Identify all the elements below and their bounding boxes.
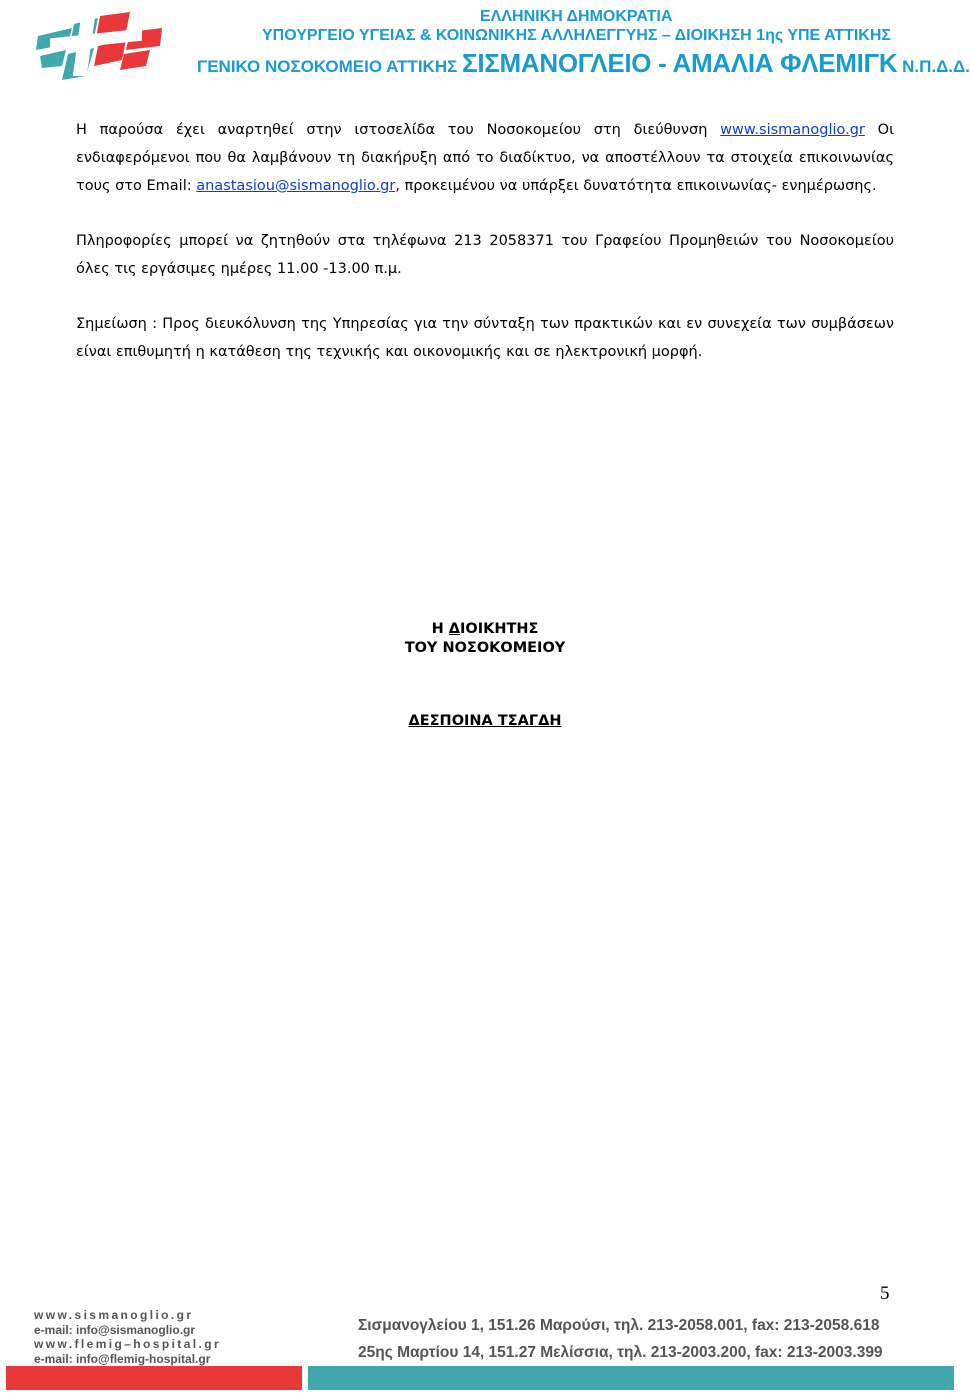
footer-contacts <box>34 1308 221 1366</box>
footer-email-1[interactable]: e-mail: info@sismanoglio.gr <box>34 1322 196 1337</box>
footer-bar-red <box>6 1366 302 1390</box>
footer-email-2[interactable]: e-mail: info@flemig-hospital.gr <box>34 1351 211 1366</box>
email-link[interactable]: anastasiou@sismanoglio.gr <box>196 178 396 194</box>
signature-title-line2: ΤΟΥ ΝΟΣΟΚΟΜΕΙΟΥ <box>404 640 566 656</box>
footer-addresses <box>358 1312 883 1366</box>
header-country: ΕΛΛΗΝΙΚΗ ΔΗΜΟΚΡΑΤΙΑ <box>480 8 673 25</box>
footer-website-2[interactable]: www.flemig–hospital.gr <box>34 1337 222 1351</box>
footer-bar-teal <box>308 1366 954 1390</box>
paragraph-posting-text-a: Η παρούσα έχει αναρτηθεί στην ιστοσελίδα του Νοσοκομείου στη διεύθυνση <box>76 122 721 138</box>
header-hospital-name: ΣΙΣΜΑΝΟΓΛΕΙΟ - ΑΜΑΛΙΑ ΦΛΕΜΙΓΚ <box>462 48 898 78</box>
signature-title-a: Η <box>431 621 449 637</box>
signature-title-c: ΙΟΙΚΗΤΗΣ <box>460 621 539 637</box>
header-hospital <box>197 48 970 79</box>
signature-name-c: Δ <box>538 713 550 729</box>
signature-title-line1 <box>0 620 970 639</box>
signature-name-a: Δ <box>408 713 420 729</box>
signature-title <box>0 620 970 658</box>
signature-name-b: ΕΣΠΟΙΝΑ ΤΣΑΓ <box>419 713 539 729</box>
signature-title-b: Δ <box>448 621 460 637</box>
footer-website-1[interactable]: www.sismanoglio.gr <box>34 1308 194 1322</box>
header-hospital-suffix: Ν.Π.Δ.Δ. <box>897 57 970 76</box>
paragraph-note: Σημείωση : Προς διευκόλυνση της Υπηρεσίας για την σύνταξη των πρακτικών και εν συνεχεία των συμβάσεων είναι επιθυμητή η κατάθεση της τεχνικής και οικονομικής και σε ηλεκτρονική μορφή. <box>76 316 894 360</box>
page-number: 5 <box>880 1283 890 1304</box>
letterhead <box>0 0 970 90</box>
header-ministry: ΥΠΟΥΡΓΕΙΟ ΥΓΕΙΑΣ & ΚΟΙΝΩΝΙΚΗΣ ΑΛΛΗΛΕΓΓΥΗΣ – ΔΙΟΙΚΗΣΗ 1ης ΥΠΕ ΑΤΤΙΚΗΣ <box>262 27 891 44</box>
footer-address-1: Σισμανογλείου 1, 151.26 Μαρούσι, τηλ. 213-2058.001, fax: 213-2058.618 <box>358 1317 880 1334</box>
paragraph-posting <box>76 116 894 200</box>
footer-address-2: 25ης Μαρτίου 14, 151.27 Μελίσσια, τηλ. 213-2003.200, fax: 213-2003.399 <box>358 1344 883 1361</box>
paragraph-info: Πληροφορίες μπορεί να ζητηθούν στα τηλέφωνα 213 2058371 του Γραφείου Προμηθειών του Νοσοκομείου όλες τις εργάσιμες ημέρες 11.00 -13.00 π.μ. <box>76 233 894 277</box>
website-link[interactable]: www.sismanoglio.gr <box>720 122 865 138</box>
paragraph-posting-text-b: Οι ενδιαφερόμενοι που θα λαμβάνουν τη διακήρυξη από το διαδίκτυο, να αποστέλλουν τα στοιχεία επικοινωνίας τους στο Email: <box>76 122 894 194</box>
paragraph-posting-text-c: , προκειμένου να υπάρξει δυνατότητα επικοινωνίας- ενημέρωσης. <box>395 178 877 194</box>
document-body <box>76 116 894 366</box>
signature-name-d: Η <box>549 713 562 729</box>
header-hospital-prefix: ΓΕΝΙΚΟ ΝΟΣΟΚΟΜΕΙΟ ΑΤΤΙΚΗΣ <box>197 57 463 76</box>
hospital-cross-logo-icon <box>34 10 166 80</box>
signature-name <box>0 712 970 731</box>
